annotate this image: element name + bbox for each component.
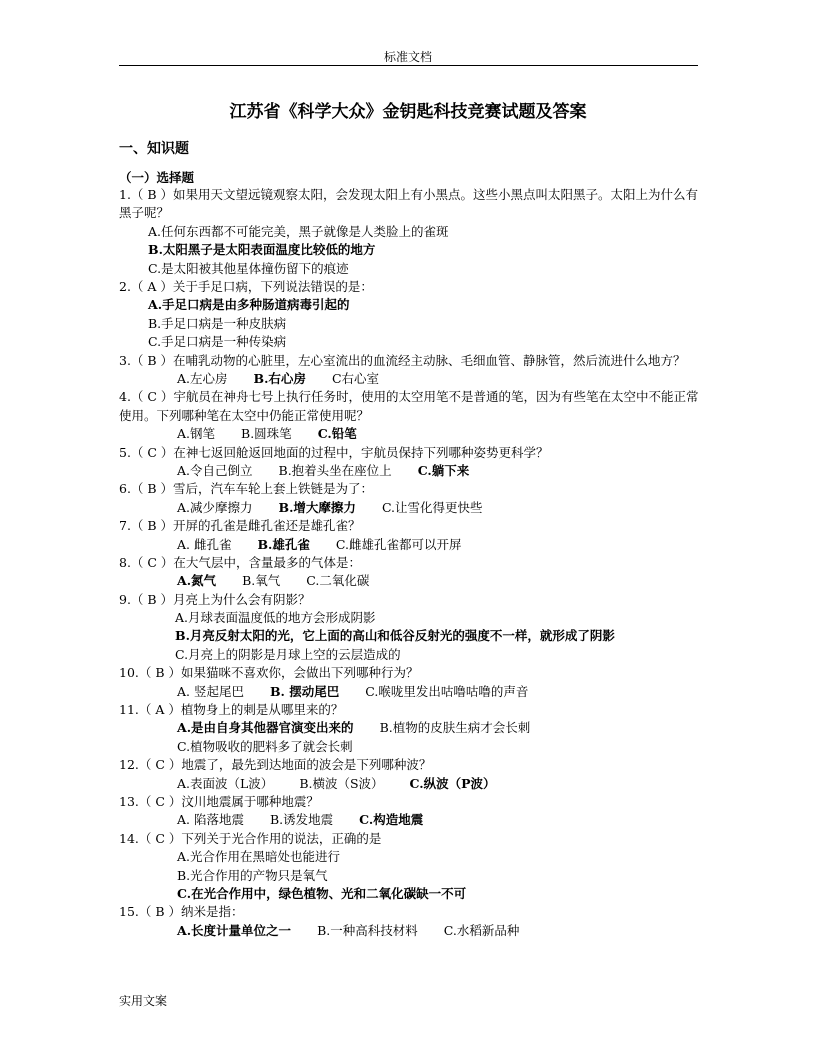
question-5-option-a: A.令自己倒立 bbox=[177, 462, 253, 478]
page-footer: 实用文案 bbox=[119, 994, 168, 1008]
question-9-stem: 9.（ B ）月亮上为什么会有阴影？ bbox=[119, 591, 311, 607]
question-6-stem: 6.（ B ）雪后，汽车车轮上套上铁链是为了： bbox=[119, 481, 374, 497]
question-5-option-b: B.抱着头坐在座位上 bbox=[278, 462, 392, 478]
question-13-options bbox=[119, 811, 701, 829]
question-12-option-c: C.纵波（P波） bbox=[409, 775, 496, 791]
question-1-option-a: A.任何东西都不可能完美，黑子就像是人类脸上的雀斑 bbox=[148, 223, 449, 239]
question-12-options bbox=[119, 775, 701, 793]
question-11-option-a: A.是由自身其他器官演变出来的 bbox=[177, 720, 354, 736]
question-2-stem: 2.（ A ）关于手足口病，下列说法错误的是： bbox=[119, 278, 373, 294]
question-2-option-c: C.手足口病是一种传染病 bbox=[148, 334, 287, 350]
question-3-option-c: C右心室 bbox=[331, 370, 380, 386]
question-11-stem: 11.（ A ）植物身上的刺是从哪里来的？ bbox=[119, 702, 344, 718]
question-12-option-a: A.表面波（L波） bbox=[177, 775, 274, 791]
subsection-heading: （一）选择题 bbox=[119, 170, 195, 185]
question-3-option-b: B.右心房 bbox=[253, 370, 306, 386]
question-12-option-b: B.横波（S波） bbox=[299, 775, 384, 791]
question-15-option-b: B.一种高科技材料 bbox=[317, 922, 418, 938]
question-11-option-b: B.植物的皮肤生病才会长刺 bbox=[379, 720, 531, 736]
question-1-option-c: C.是太阳被其他星体撞伤留下的痕迹 bbox=[148, 260, 349, 276]
question-3-stem: 3.（ B ）在哺乳动物的心脏里，左心室流出的血流经主动脉、毛细血管、静脉管，然后流进什么地方？ bbox=[119, 352, 686, 368]
document-title: 江苏省《科学大众》金钥匙科技竞赛试题及答案 bbox=[229, 102, 587, 122]
question-11-option-c: C.植物吸收的肥料多了就会长刺 bbox=[177, 738, 353, 754]
question-6-option-a: A.减少摩擦力 bbox=[177, 499, 253, 515]
question-7-option-a: A. 雌孔雀 bbox=[177, 536, 232, 552]
question-10-stem: 10.（ B ）如果猫咪不喜欢你，会做出下列哪种行为？ bbox=[119, 665, 419, 681]
question-7-option-b: B.雄孔雀 bbox=[257, 536, 310, 552]
question-10-option-c: C.喉咙里发出咕噜咕噜的声音 bbox=[365, 683, 529, 699]
header-divider bbox=[119, 65, 698, 66]
question-13-option-c: C.构造地震 bbox=[359, 812, 424, 828]
question-1-stem: 1.（ B ）如果用天文望远镜观察太阳，会发现太阳上有小黑点。这些小黑点叫太阳黑子。太阳上为什么有黑子呢？ bbox=[119, 187, 699, 221]
question-10-options bbox=[119, 683, 701, 701]
question-5-stem: 5.（ C ）在神七返回舱返回地面的过程中，宇航员保持下列哪种姿势更科学？ bbox=[119, 444, 549, 460]
question-9-option-c: C.月亮上的阴影是月球上空的云层造成的 bbox=[175, 646, 401, 662]
question-10-option-a: A. 竖起尾巴 bbox=[177, 683, 244, 699]
question-4-option-b: B.圆珠笔 bbox=[241, 426, 292, 442]
question-6-options bbox=[119, 499, 701, 517]
question-11-options bbox=[119, 719, 701, 737]
question-4-stem: 4.（ C ）宇航员在神舟七号上执行任务时，使用的太空用笔不是普通的笔，因为有些笔在太空中不能正常使用。下列哪种笔在太空中仍能正常使用呢？ bbox=[119, 389, 699, 423]
question-8-option-c: C.二氧化碳 bbox=[306, 573, 370, 589]
question-7-stem: 7.（ B ）开屏的孔雀是雌孔雀还是雄孔雀？ bbox=[119, 518, 361, 534]
question-5-options bbox=[119, 462, 701, 480]
question-2-option-a: A.手足口病是由多种肠道病毒引起的 bbox=[148, 297, 350, 313]
page-header: 标准文档 bbox=[383, 50, 432, 64]
question-15-stem: 15.（ B ）纳米是指： bbox=[119, 904, 244, 920]
question-15-option-a: A.长度计量单位之一 bbox=[177, 922, 292, 938]
question-7-options bbox=[119, 536, 701, 554]
question-13-stem: 13.（ C ）汶川地震属于哪种地震？ bbox=[119, 793, 319, 809]
question-6-option-c: C.让雪化得更快些 bbox=[381, 499, 483, 515]
question-2-option-b: B.手足口病是一种皮肤病 bbox=[148, 315, 287, 331]
question-15-options bbox=[119, 922, 701, 940]
question-14-option-b: B.光合作用的产物只是氧气 bbox=[177, 867, 328, 883]
question-13-option-b: B.诱发地震 bbox=[269, 812, 334, 828]
question-1-option-b: B.太阳黑子是太阳表面温度比较低的地方 bbox=[148, 242, 376, 258]
question-8-stem: 8.（ C ）在大气层中，含量最多的气体是： bbox=[119, 554, 361, 570]
question-6-option-b: B.增大摩擦力 bbox=[278, 499, 356, 515]
question-9-option-a: A.月球表面温度低的地方会形成阴影 bbox=[175, 610, 376, 626]
question-list bbox=[119, 186, 701, 940]
question-7-option-c: C.雌雄孔雀都可以开屏 bbox=[335, 536, 462, 552]
question-14-option-c: C.在光合作用中，绿色植物、光和二氧化碳缺一不可 bbox=[177, 885, 467, 901]
question-5-option-c: C.躺下来 bbox=[417, 462, 470, 478]
question-14-option-a: A.光合作用在黑暗处也能进行 bbox=[177, 849, 341, 865]
question-8-option-a: A.氮气 bbox=[177, 573, 217, 589]
question-8-option-b: B.氧气 bbox=[242, 573, 281, 589]
question-10-option-b: B. 摆动尾巴 bbox=[269, 683, 340, 699]
question-4-option-c: C.铅笔 bbox=[317, 426, 357, 442]
question-15-option-c: C.水稻新品种 bbox=[443, 922, 520, 938]
question-4-options bbox=[119, 425, 701, 443]
question-3-option-a: A.左心房 bbox=[177, 370, 228, 386]
question-9-option-b: B.月亮反射太阳的光，它上面的高山和低谷反射光的强度不一样，就形成了阴影 bbox=[175, 628, 615, 644]
question-8-options bbox=[119, 572, 701, 590]
question-4-option-a: A.钢笔 bbox=[177, 426, 216, 442]
section-heading: 一、知识题 bbox=[119, 141, 189, 157]
question-14-stem: 14.（ C ）下列关于光合作用的说法，正确的是 bbox=[119, 830, 382, 846]
question-12-stem: 12.（ C ）地震了，最先到达地面的波会是下列哪种波？ bbox=[119, 757, 432, 773]
question-13-option-a: A. 陷落地震 bbox=[177, 812, 244, 828]
question-3-options bbox=[119, 370, 701, 388]
